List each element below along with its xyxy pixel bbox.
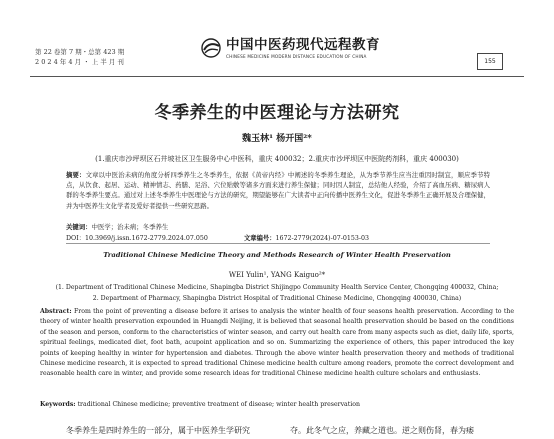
article-number	[244, 233, 369, 242]
abstract-cn-label: 摘要：	[66, 171, 86, 179]
article-number-value: 1672-2779(2024)-07-0153-03	[275, 235, 370, 242]
journal-logo	[200, 37, 380, 59]
affiliation-en-2: 2. Department of Pharmacy, Shapingba District Hospital of Traditional Chinese Medicine, Chongqing 400030, China)	[92, 294, 462, 302]
abstract-cn	[66, 170, 490, 211]
affiliation-cn: (1.重庆市沙坪坝区石井坡社区卫生服务中心中医科，重庆 400032；2.重庆市沙坪坝区中医院药剂科，重庆 400030)	[95, 155, 459, 163]
abstract-en-label: Abstract:	[40, 308, 72, 315]
affiliation-en-1: (1. Department of Traditional Chinese Medicine, Shapingba District Shijingpo Community Health Service Center, Chongqing 400032, China;	[55, 284, 499, 291]
body-text-right: 夺。此冬气之应，养藏之道也。逆之则伤肾，春为痿	[290, 426, 474, 435]
abstract-en-text: From the point of preventing a disease before it arises to analysis the winter health of four seasons health preservation. According to the theory of winter health preservation expounded in Huangdi Neijing, it is believed that seasonal health preservation should be based on the conditions of the season and person, conform to the characteristics of winter season, and carry out health care from many aspects such as diet, daily life, sports, spiritual feelings, medicated diet, foot bath, acupoint application and so on. Summarizing the experience of others, this paper introduced the key points of keeping healthy in winter for hypertension and diabetes. Through the above winter health preservation theory and methods of traditional Chinese medicine research, it is expected to spread traditional Chinese medicine health culture among readers, promote the correct development and reasonable health care in winter, and provide some research ideas for traditional Chinese medicine health culture scholars and enthusiasts.	[40, 308, 514, 378]
keywords-en	[40, 401, 360, 408]
issue-info	[35, 47, 124, 67]
authors-en: WEI Yulin¹, YANG Kaiguo²*	[228, 271, 326, 279]
affiliation-en	[40, 283, 514, 304]
section-divider	[66, 243, 490, 244]
journal-name-cn: 中国中医药现代远程教育	[226, 37, 380, 53]
keywords-en-text: traditional Chinese medicine; preventive treatment of disease; winter health preservation	[77, 401, 360, 408]
header-divider	[30, 76, 524, 77]
doi: DOI：10.3969/j.issn.1672-2779.2024.07.050	[66, 235, 208, 242]
volume-line: 第 22 卷第 7 期・总第 423 期	[35, 48, 125, 56]
journal-name-en: CHINESE MEDICINE MODERN DISTANCE EDUCATION OF CHINA	[226, 54, 367, 59]
keywords-en-label: Keywords:	[40, 401, 76, 408]
page-number: 155	[477, 53, 503, 70]
article-number-label: 文章编号：	[244, 235, 276, 242]
keywords-cn-text: 中医学；治未病；冬季养生	[91, 223, 169, 231]
authors-cn: 魏玉林¹ 杨开国²*	[242, 134, 312, 144]
article-title-cn: 冬季养生的中医理论与方法研究	[154, 103, 400, 123]
keywords-cn	[66, 222, 168, 231]
article-title-en: Traditional Chinese Medicine Theory and Methods Research of Winter Health Preservation	[103, 251, 451, 259]
abstract-en	[40, 307, 514, 380]
keywords-cn-label: 关键词：	[66, 223, 92, 231]
journal-emblem-icon	[200, 37, 222, 59]
abstract-cn-text: 文章以中医治未病的角度分析四季养生之冬季养生，依据《黄帝内经》中阐述的冬季养生理论，从为季节养生应当注重因时制宜，顺应季节特点，从饮食、起居、运动、精神情志、药膳、足浴、穴位贴敷等诸多方面来进行养生保健；同时因人制宜，总结他人经验，介绍了高血压病、糖尿病人群的冬季养生要点。通过对上述冬季养生中医理论与方法的研究，期望能够在广大读者中正向传播中医养生文化，促进冬季养生正确开展及合理保健，并为中医养生文化学者及爱好者提供一些研究思路。	[66, 171, 490, 210]
date-line: 2 0 2 4 年 4 月 ・ 上 半 月 刊	[35, 58, 124, 66]
body-text-left: 冬季养生是四时养生的一部分，属于中医养生学研究	[66, 426, 250, 435]
